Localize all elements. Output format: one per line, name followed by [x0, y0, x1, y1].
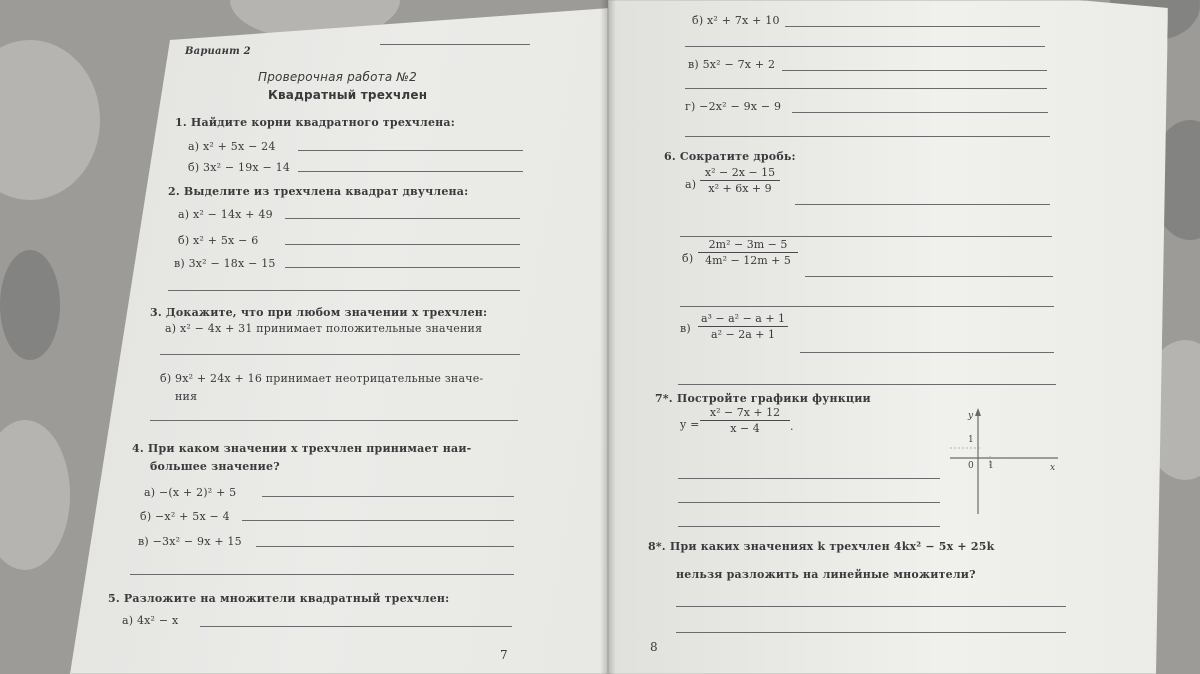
question-4b: б) −x² + 5x − 4 — [140, 510, 230, 523]
question-4c: в) −3x² − 9x + 15 — [138, 535, 242, 548]
fabric-pattern — [0, 250, 60, 360]
question-7-end: . — [790, 420, 794, 433]
page-number-left: 7 — [500, 648, 508, 662]
fraction-6c — [698, 312, 788, 341]
fraction-numerator: 2m² − 3m − 5 — [708, 238, 788, 251]
answer-line[interactable] — [285, 218, 520, 219]
question-3b-line1: б) 9x² + 24x + 16 принимает неотрицательные значе- — [160, 372, 484, 385]
question-6b-prefix: б) — [682, 252, 694, 265]
answer-line[interactable] — [678, 384, 1056, 385]
answer-line[interactable] — [285, 267, 520, 268]
question-3-label: 3. Докажите, что при любом значении x трехчлен: — [150, 306, 488, 319]
book-gutter — [600, 0, 616, 674]
answer-line[interactable] — [150, 420, 518, 421]
origin-label: 0 — [968, 461, 974, 471]
page-number-right: 8 — [650, 640, 658, 654]
question-5-label: 5. Разложите на множители квадратный трехчлен: — [108, 592, 450, 605]
answer-line — [380, 44, 530, 45]
variant-label: Вариант 2 — [185, 46, 251, 57]
x-unit-label: 1 — [988, 461, 994, 471]
page-subtitle: Квадратный трехчлен — [268, 88, 428, 102]
answer-line[interactable] — [262, 496, 514, 497]
answer-line[interactable] — [782, 70, 1047, 71]
question-2b: б) x² + 5x − 6 — [178, 234, 259, 247]
answer-line[interactable] — [680, 236, 1052, 237]
fabric-pattern — [0, 40, 100, 200]
answer-line[interactable] — [130, 574, 514, 575]
question-6a-prefix: а) — [685, 178, 697, 191]
answer-line[interactable] — [285, 244, 520, 245]
answer-line[interactable] — [805, 276, 1053, 277]
answer-line[interactable] — [678, 526, 940, 527]
fraction-numerator: x² − 7x + 12 — [709, 406, 781, 419]
answer-line[interactable] — [795, 204, 1050, 205]
fraction-numerator: x² − 2x − 15 — [704, 166, 776, 179]
question-5a: а) 4x² − x — [122, 614, 179, 627]
question-3b-line2: ния — [175, 390, 198, 403]
coordinate-axes — [950, 408, 1060, 518]
answer-line[interactable] — [685, 46, 1045, 47]
y-axis-arrow — [975, 408, 981, 416]
answer-line[interactable] — [678, 478, 940, 479]
question-5d: г) −2x² − 9x − 9 — [685, 100, 782, 113]
answer-line[interactable] — [685, 136, 1050, 137]
question-1-label: 1. Найдите корни квадратного трехчлена: — [175, 116, 456, 129]
question-5c: в) 5x² − 7x + 2 — [688, 58, 776, 71]
fraction-bar — [698, 326, 788, 327]
answer-line[interactable] — [160, 354, 520, 355]
question-4a: а) −(x + 2)² + 5 — [144, 486, 237, 499]
question-1a: а) x² + 5x − 24 — [188, 140, 276, 153]
answer-line[interactable] — [680, 306, 1054, 307]
fabric-pattern — [0, 420, 70, 570]
fraction-bar — [700, 180, 780, 181]
fraction-denominator: x² + 6x + 9 — [708, 182, 772, 195]
question-7-label: 7*. Постройте графики функции — [655, 392, 871, 405]
fraction-denominator: x − 4 — [730, 422, 760, 435]
y-axis-label: y — [968, 411, 974, 421]
question-2a: а) x² − 14x + 49 — [178, 208, 273, 221]
x-axis-label: x — [1050, 463, 1056, 473]
question-8-label: 8*. При каких значениях k трехчлен 4kx² − 5x + 25k — [648, 540, 995, 553]
fraction-numerator: a³ − a² − a + 1 — [700, 312, 786, 325]
question-6c-prefix: в) — [680, 322, 691, 335]
fraction-denominator: a² − 2a + 1 — [711, 328, 775, 341]
fraction-denominator: 4m² − 12m + 5 — [705, 254, 791, 267]
answer-line[interactable] — [242, 520, 514, 521]
question-4-label: 4. При каком значении x трехчлен принимает наи- — [132, 442, 472, 455]
question-5b: б) x² + 7x + 10 — [692, 14, 780, 27]
question-1b: б) 3x² − 19x − 14 — [188, 161, 291, 174]
answer-line[interactable] — [676, 632, 1066, 633]
fraction-bar — [700, 420, 790, 421]
answer-line[interactable] — [168, 290, 520, 291]
answer-line[interactable] — [298, 171, 523, 172]
question-6-label: 6. Сократите дробь: — [664, 150, 796, 163]
fraction-bar — [698, 252, 798, 253]
question-2-label: 2. Выделите из трехчлена квадрат двучлена: — [168, 185, 469, 198]
answer-line[interactable] — [785, 26, 1040, 27]
answer-line[interactable] — [298, 150, 523, 151]
question-4-label-cont: большее значение? — [150, 460, 280, 473]
y-unit-label: 1 — [968, 435, 974, 445]
fraction-7 — [700, 406, 790, 435]
question-2c: в) 3x² − 18x − 15 — [174, 257, 276, 270]
fraction-6a — [700, 166, 780, 195]
page-title: Проверочная работа №2 — [258, 70, 417, 84]
question-3a: а) x² − 4x + 31 принимает положительные значения — [165, 322, 483, 335]
answer-line[interactable] — [792, 112, 1048, 113]
answer-line[interactable] — [676, 606, 1066, 607]
question-8-label-cont: нельзя разложить на линейные множители? — [676, 568, 976, 581]
question-7-lhs: y = — [680, 418, 700, 431]
answer-line[interactable] — [200, 626, 512, 627]
answer-line[interactable] — [800, 352, 1054, 353]
answer-line[interactable] — [685, 88, 1047, 89]
answer-line[interactable] — [256, 546, 514, 547]
fraction-6b — [698, 238, 798, 267]
answer-line[interactable] — [678, 502, 940, 503]
